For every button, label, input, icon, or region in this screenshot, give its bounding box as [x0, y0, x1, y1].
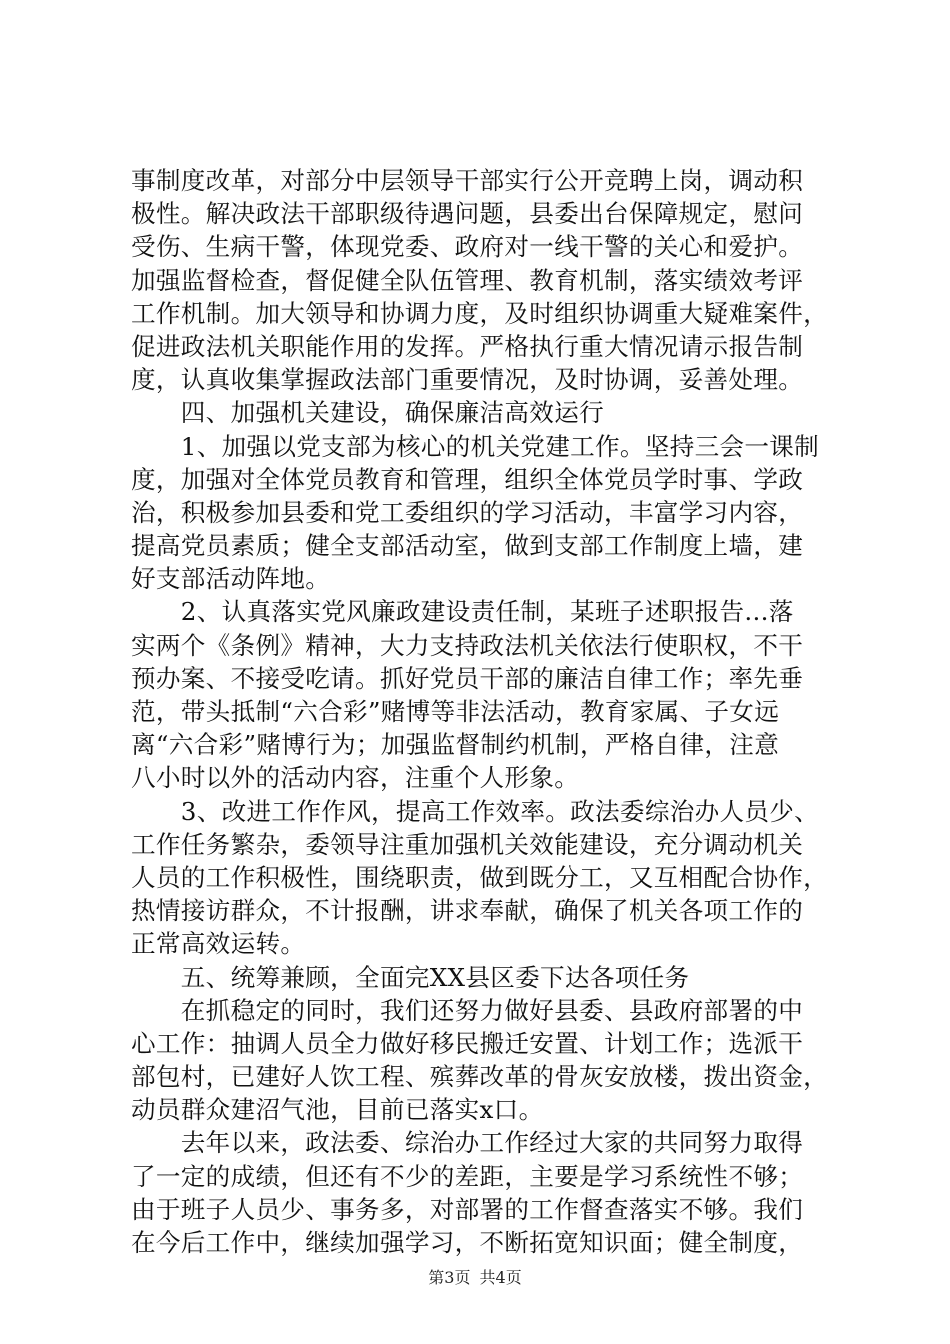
- text-line: 3、改进工作作风，提高工作效率。政法委综治办人员少、: [131, 796, 820, 826]
- text-line: 工作任务繁杂，委领导注重加强机关效能建设，充分调动机关: [131, 829, 804, 859]
- text-line: 好支部活动阵地。: [131, 564, 331, 594]
- page-number-footer: 第3页 共4页: [428, 1268, 522, 1287]
- text-line: 在抓稳定的同时，我们还努力做好县委、县政府部署的中: [131, 995, 804, 1025]
- text-line: 正常高效运转。: [131, 929, 306, 959]
- text-line: 极性。解决政法干部职级待遇问题，县委出台保障规定，慰问: [131, 199, 804, 229]
- text-line: 去年以来，政法委、综治办工作经过大家的共同努力取得: [131, 1128, 804, 1158]
- document-body: [131, 164, 851, 1259]
- text-line: 实两个《条例》精神，大力支持政法机关依法行使职权，不干: [131, 630, 804, 660]
- text-line: 工作机制。加大领导和协调力度，及时组织协调重大疑难案件，: [131, 298, 829, 328]
- text-line: 人员的工作积极性，围绕职责，做到既分工，又互相配合协作，: [131, 862, 829, 892]
- text-line: 由于班子人员少、事务多，对部署的工作督查落实不够。我们: [131, 1194, 804, 1224]
- text-line: 加强监督检查，督促健全队伍管理、教育机制，落实绩效考评: [131, 265, 804, 295]
- text-line: 治，积极参加县委和党工委组织的学习活动，丰富学习内容，: [131, 497, 804, 527]
- text-line: 1、加强以党支部为核心的机关党建工作。坚持三会一课制: [131, 431, 820, 461]
- text-line: 了一定的成绩，但还有不少的差距，主要是学习系统性不够；: [131, 1161, 804, 1191]
- text-line: 促进政法机关职能作用的发挥。严格执行重大情况请示报告制: [131, 331, 804, 361]
- text-line: 度，加强对全体党员教育和管理，组织全体党员学时事、学政: [131, 464, 804, 494]
- text-line: 提高党员素质；健全支部活动室，做到支部工作制度上墙，建: [131, 531, 804, 561]
- text-line: 度，认真收集掌握政法部门重要情况，及时协调，妥善处理。: [131, 365, 804, 395]
- text-line: 心工作：抽调人员全力做好移民搬迁安置、计划工作；选派干: [131, 1028, 804, 1058]
- section-heading: 五、统筹兼顾，全面完XX县区委下达各项任务: [131, 962, 690, 992]
- text-line: 离“六合彩”赌博行为；加强监督制约机制，严格自律，注意: [131, 730, 780, 760]
- text-line: 范，带头抵制“六合彩”赌博等非法活动，教育家属、子女远: [131, 697, 780, 726]
- text-line: 受伤、生病干警，体现党委、政府对一线干警的关心和爱护。: [131, 232, 804, 262]
- text-line: 事制度改革，对部分中层领导干部实行公开竞聘上岗，调动积: [131, 166, 804, 195]
- text-line: 部包村，已建好人饮工程、殡葬改革的骨灰安放楼，拨出资金，: [131, 1062, 829, 1092]
- text-line: 在今后工作中，继续加强学习，不断拓宽知识面；健全制度，: [131, 1228, 804, 1257]
- text-line: 八小时以外的活动内容，注重个人形象。: [131, 763, 580, 793]
- text-line: 动员群众建沼气池，目前已落实x口。: [131, 1095, 544, 1125]
- text-line: 预办案、不接受吃请。抓好党员干部的廉洁自律工作；率先垂: [131, 663, 804, 693]
- section-heading: 四、加强机关建设，确保廉洁高效运行: [131, 398, 604, 428]
- text-line: 热情接访群众，不计报酬，讲求奉献，确保了机关各项工作的: [131, 896, 804, 926]
- text-line: 2、认真落实党风廉政建设责任制，某班子述职报告...落: [131, 597, 794, 627]
